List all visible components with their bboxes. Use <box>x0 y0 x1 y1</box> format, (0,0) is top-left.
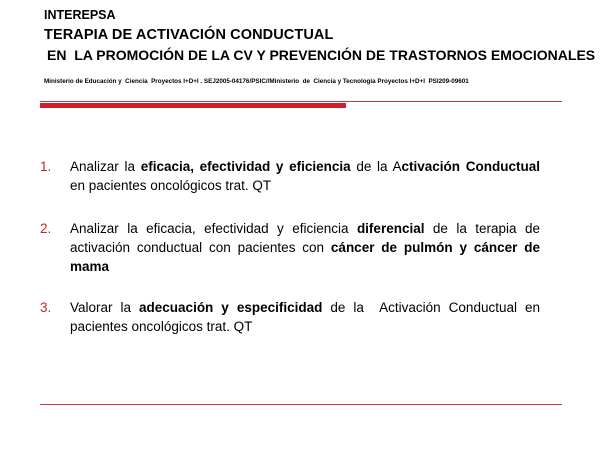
objective-number: 2. <box>40 221 52 236</box>
objective-text-segment: Valorar la <box>70 300 140 315</box>
objective-text-bold: eficacia, efectividad y eficiencia <box>140 159 351 174</box>
objective-number: 1. <box>40 159 52 174</box>
funding-note: Ministerio de Educación y Ciencia Proyectos I+D+I . SEJ2005-04176/PSIC//Ministerio de Ciencia y Tecnología Proyectos I+D+I PSI209-09601 <box>44 78 469 85</box>
objective-text-bold: adecuación y especificidad <box>139 300 323 315</box>
slide-title: TERAPIA DE ACTIVACIÓN CONDUCTUAL <box>44 27 334 43</box>
objective-text-segment: de la Activación Conductual en pacientes oncológicos trat. QT <box>70 300 544 334</box>
objective-text-segment: en pacientes oncológicos trat. QT <box>70 178 272 193</box>
objective-text-segment: Analizar la eficacia, efectividad y eficiencia <box>70 221 357 236</box>
objective-number: 3. <box>40 300 52 315</box>
objective-text-bold: diferencial <box>356 221 425 236</box>
objective-text-bold: ctivación Conductual <box>401 159 540 174</box>
accent-bar <box>40 103 346 108</box>
objective-text-segment: de la terapia de activación conductual con pacientes con <box>70 221 540 255</box>
objective-text <box>70 157 540 195</box>
objective-text <box>70 298 544 336</box>
objective-text-segment: de la A <box>350 159 402 174</box>
organization-name: INTEREPSA <box>44 8 116 22</box>
top-divider-line <box>40 101 562 102</box>
objective-text-bold: cáncer de pulmón y cáncer de mama <box>70 240 541 274</box>
objective-text <box>70 219 540 276</box>
objective-text-segment: Analizar la <box>70 159 141 174</box>
slide-subtitle: EN LA PROMOCIÓN DE LA CV Y PREVENCIÓN DE TRASTORNOS EMOCIONALES <box>47 47 596 63</box>
bottom-divider-line <box>40 404 562 405</box>
